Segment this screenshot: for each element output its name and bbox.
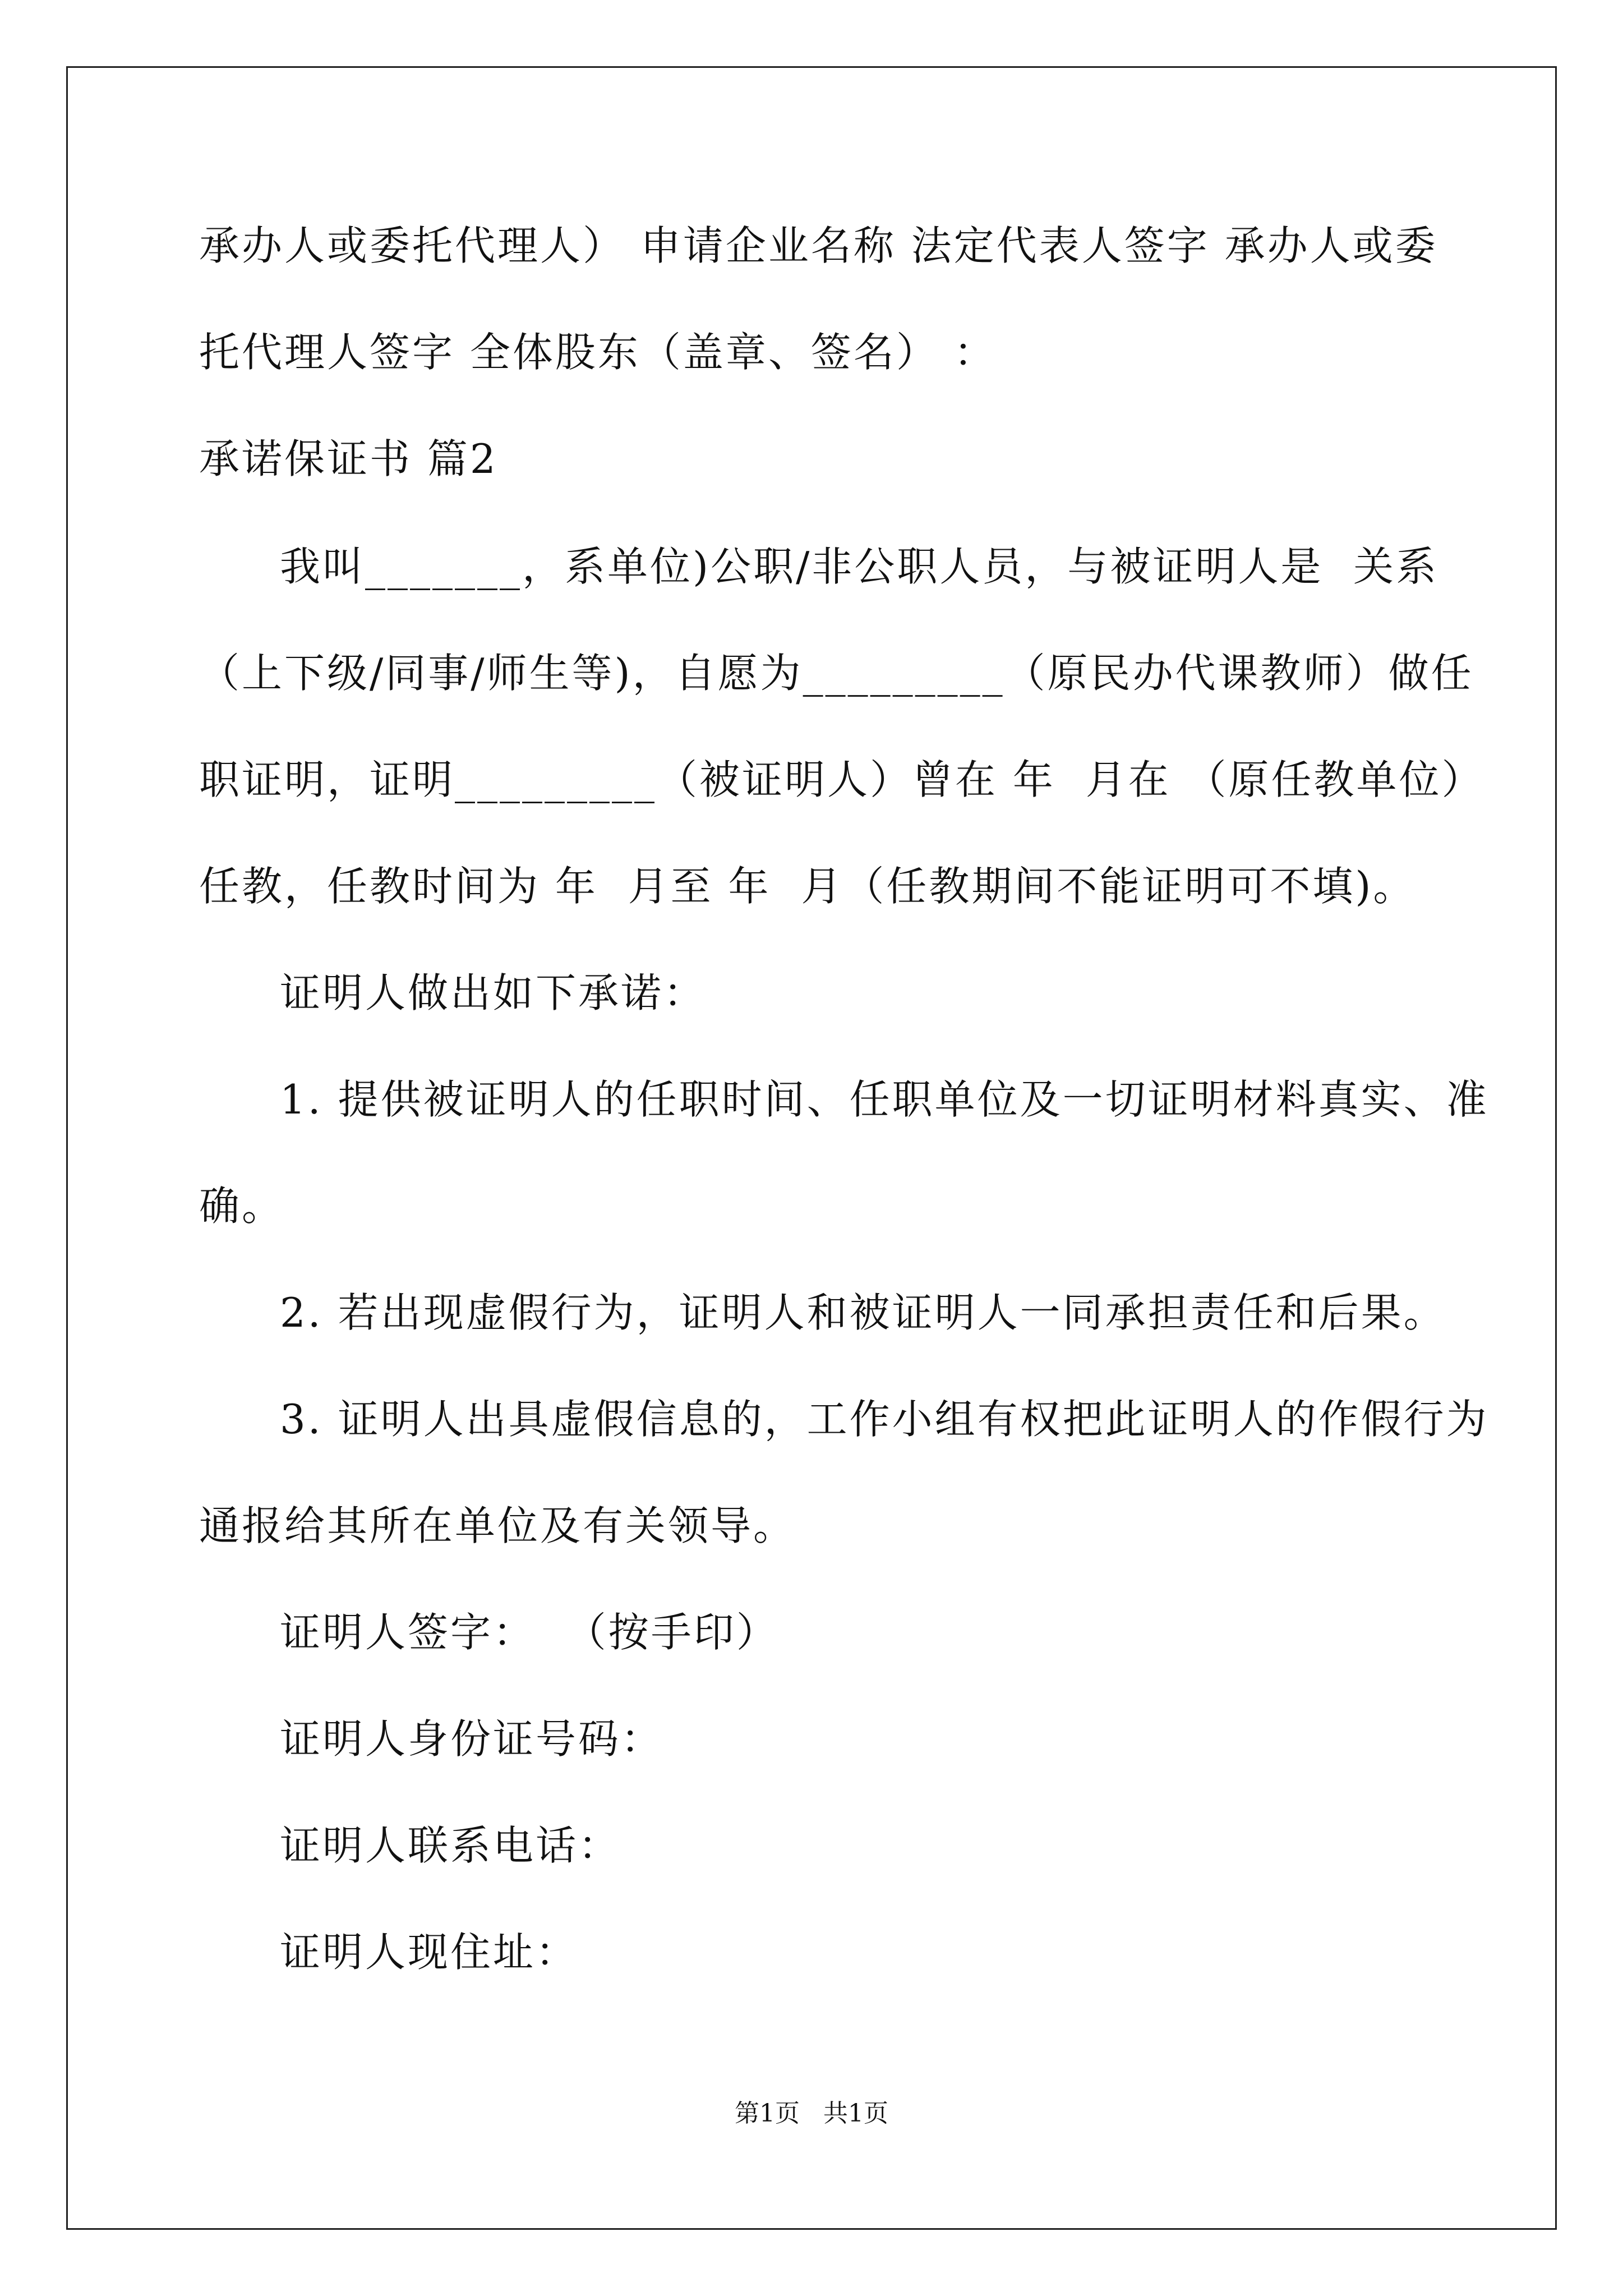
- page-footer: 第1页 共1页: [735, 2099, 888, 2128]
- page-border: [66, 66, 1557, 2230]
- promise-item-1-cont: 确。: [199, 1182, 285, 1230]
- section-heading: 承诺保证书 篇2: [199, 435, 498, 482]
- paragraph-line-2: （上下级/同事/师生等)，自愿为_________（原民办代课教师）做任: [199, 650, 1474, 697]
- id-number-field: 证明人身份证号码：: [280, 1715, 664, 1763]
- promise-intro: 证明人做出如下承诺：: [280, 969, 707, 1016]
- text-line-1: 承办人或委托代理人） 申请企业名称 法定代表人签字 承办人或委: [199, 222, 1438, 269]
- paragraph-line-3: 职证明，证明_________（被证明人）曾在 年 月在 （原任教单位）: [199, 756, 1484, 803]
- address-field: 证明人现住址：: [280, 1929, 579, 1976]
- phone-field: 证明人联系电话：: [280, 1822, 621, 1869]
- paragraph-line-4: 任教，任教时间为 年 月至 年 月（任教期间不能证明可不填)。: [199, 863, 1416, 910]
- paragraph-line-1: 我叫_______，系单位)公职/非公职人员，与被证明人是 关系: [280, 543, 1439, 590]
- promise-item-2: 2. 若出现虚假行为，证明人和被证明人一同承担责任和后果。: [280, 1289, 1446, 1336]
- text-line-2: 托代理人签字 全体股东（盖章、签名） ：: [199, 329, 997, 376]
- promise-item-3-cont: 通报给其所在单位及有关领导。: [199, 1502, 796, 1549]
- promise-item-3: 3. 证明人出具虚假信息的，工作小组有权把此证明人的作假行为: [280, 1396, 1489, 1443]
- signature-field: 证明人签字： （按手印）: [280, 1609, 779, 1656]
- promise-item-1: 1. 提供被证明人的任职时间、任职单位及一切证明材料真实、准: [280, 1076, 1489, 1123]
